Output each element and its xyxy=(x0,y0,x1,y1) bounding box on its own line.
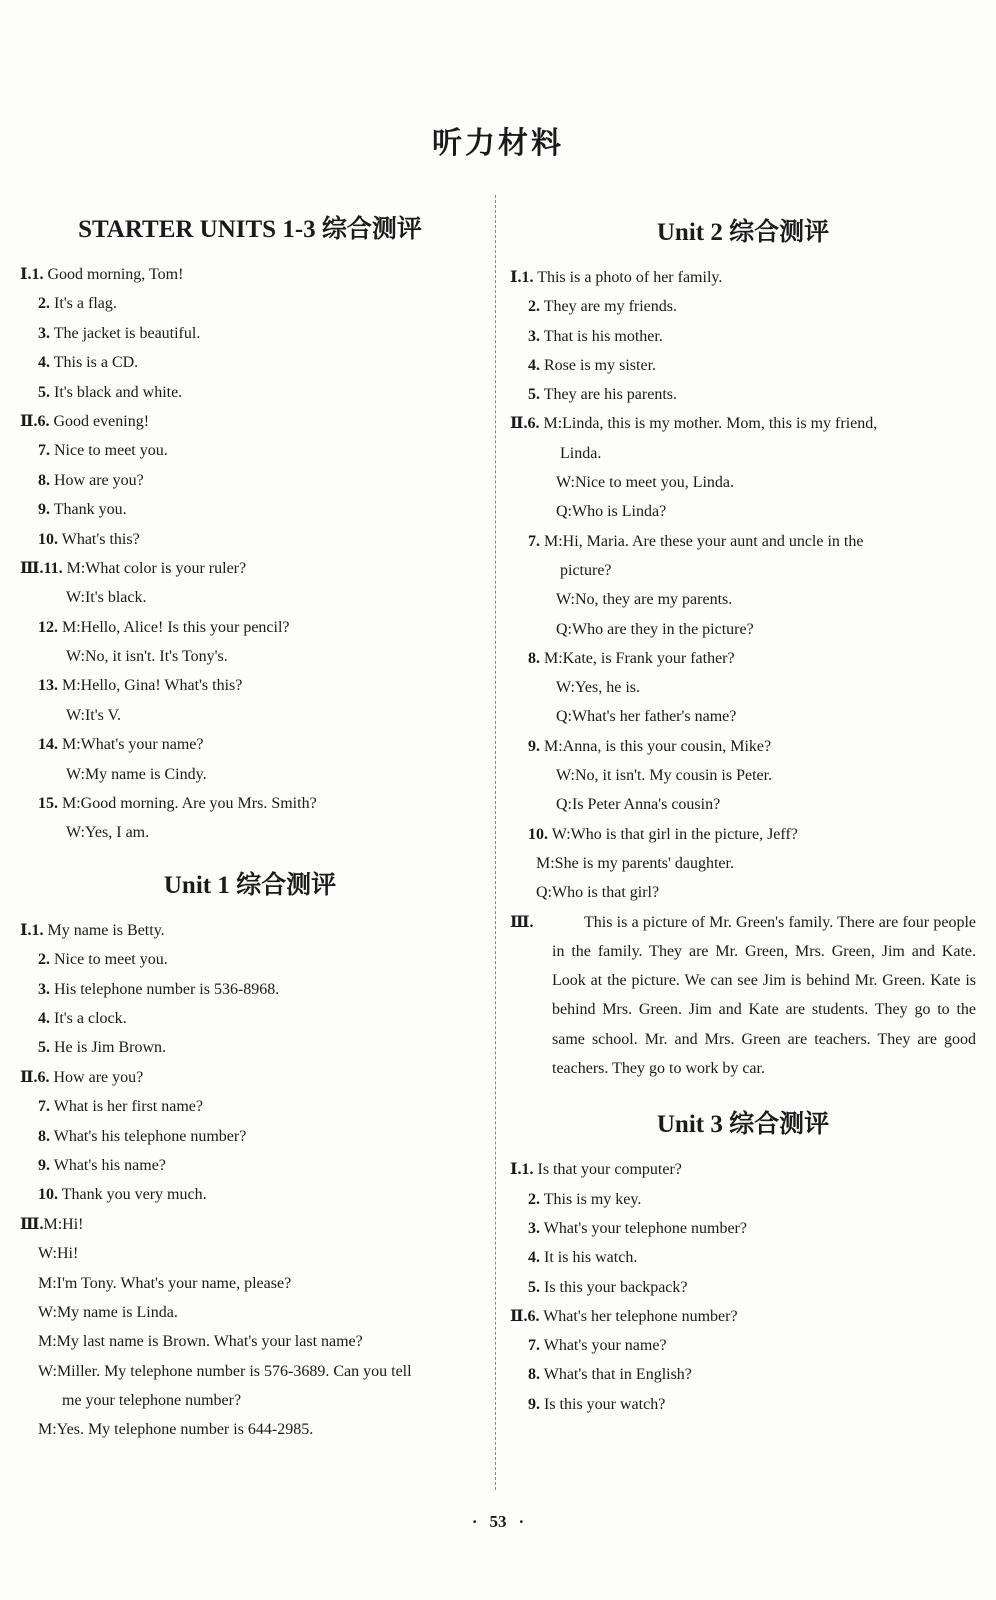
transcript-line xyxy=(20,319,480,348)
line-text: Q:Who is Linda? xyxy=(556,503,667,521)
line-text: W:Who is that girl in the picture, Jeff? xyxy=(551,825,798,843)
item-number: 8. xyxy=(38,471,50,489)
unit2-passage-block xyxy=(510,908,976,1084)
transcript-line xyxy=(20,1180,480,1209)
section-starter-lines xyxy=(20,260,480,848)
section-title-unit2: Unit 2 综合测评 xyxy=(656,219,830,246)
item-number: 8. xyxy=(38,1127,50,1145)
page-footer xyxy=(0,1512,996,1532)
item-number: 4. xyxy=(38,354,50,372)
item-number: 2. xyxy=(528,298,540,316)
item-number: 2. xyxy=(38,951,50,969)
roman-numeral: Ⅰ. xyxy=(510,269,522,286)
line-text: Q:Who is that girl? xyxy=(536,884,660,902)
item-number: 6. xyxy=(37,1068,50,1086)
line-text: Rose is my sister. xyxy=(544,356,657,374)
line-text: It's a flag. xyxy=(54,295,117,313)
transcript-line xyxy=(20,554,480,583)
transcript-line xyxy=(20,945,480,974)
line-text: W:Miller. My telephone number is 576-3689. Can you tell xyxy=(38,1362,412,1380)
item-number: 5. xyxy=(528,386,540,404)
transcript-line xyxy=(20,671,480,700)
item-number: 1. xyxy=(31,921,44,939)
line-text: This is a photo of her family. xyxy=(537,269,723,286)
line-text: My name is Betty. xyxy=(47,921,165,939)
transcript-line xyxy=(510,790,976,819)
line-text: What's his telephone number? xyxy=(53,1127,247,1145)
line-text: Q:What's her father's name? xyxy=(556,708,737,726)
transcript-line xyxy=(510,585,976,614)
line-text: His telephone number is 536-8968. xyxy=(54,980,280,998)
item-number: 3. xyxy=(528,1219,540,1237)
line-text: W:Yes, I am. xyxy=(66,824,150,842)
transcript-line xyxy=(510,1360,976,1389)
footer-dot-right: · xyxy=(518,1512,525,1531)
transcript-line xyxy=(510,409,976,438)
line-text: M:Hi, Maria. Are these your aunt and uncle in the xyxy=(544,532,864,550)
transcript-line xyxy=(20,760,480,789)
line-text: M:She is my parents' daughter. xyxy=(536,854,734,872)
transcript-line xyxy=(510,497,976,526)
line-text: Nice to meet you. xyxy=(54,951,168,969)
transcript-line xyxy=(510,380,976,409)
line-text: M:What color is your ruler? xyxy=(66,559,247,577)
line-text: M:Yes. My telephone number is 644-2985. xyxy=(38,1421,314,1439)
line-text: M:What's your name? xyxy=(62,736,204,754)
line-text: Q:Is Peter Anna's cousin? xyxy=(556,796,721,814)
line-text: It is his watch. xyxy=(544,1249,638,1267)
page-number: 53 xyxy=(489,1512,507,1531)
item-number: 6. xyxy=(527,415,540,433)
line-text: W:Yes, he is. xyxy=(556,679,641,697)
transcript-line xyxy=(510,1155,976,1184)
left-column xyxy=(20,200,480,1445)
transcript-line xyxy=(20,1269,480,1298)
transcript-line xyxy=(20,1239,480,1268)
item-number: 4. xyxy=(528,1249,540,1267)
transcript-line xyxy=(510,263,976,292)
line-text: Good evening! xyxy=(53,412,150,430)
section-title-starter: STARTER UNITS 1-3 综合测评 xyxy=(78,216,422,243)
line-text: Q:Who are they in the picture? xyxy=(556,620,754,638)
transcript-line xyxy=(510,702,976,731)
transcript-line xyxy=(510,1273,976,1302)
transcript-line xyxy=(510,1331,976,1360)
line-text: M:Hello, Alice! Is this your pencil? xyxy=(62,618,290,636)
column-divider xyxy=(495,195,496,1490)
line-text: This is my key. xyxy=(543,1190,642,1208)
item-number: 4. xyxy=(528,356,540,374)
transcript-line xyxy=(20,525,480,554)
item-number: 13. xyxy=(38,677,58,695)
line-text: W:It's V. xyxy=(66,706,122,724)
item-number: 7. xyxy=(38,1098,50,1116)
item-number: 15. xyxy=(38,795,58,813)
transcript-line xyxy=(510,1302,976,1331)
item-number: 2. xyxy=(528,1190,540,1208)
line-text: Thank you. xyxy=(53,501,127,519)
transcript-line xyxy=(20,1122,480,1151)
item-number: 3. xyxy=(38,324,50,342)
line-text: M:Anna, is this your cousin, Mike? xyxy=(544,737,772,755)
item-number: 7. xyxy=(528,532,540,550)
roman-numeral: Ⅱ. xyxy=(510,415,528,433)
line-text: They are my friends. xyxy=(543,298,677,316)
line-text: How are you? xyxy=(53,1068,144,1086)
line-text: W:No, it isn't. It's Tony's. xyxy=(66,648,228,666)
transcript-line xyxy=(20,613,480,642)
item-number: 4. xyxy=(38,1009,50,1027)
transcript-line xyxy=(20,1004,480,1033)
transcript-line xyxy=(510,849,976,878)
roman-numeral: Ⅱ. xyxy=(510,1307,528,1325)
transcript-line xyxy=(510,761,976,790)
line-text: It's a clock. xyxy=(54,1009,127,1027)
line-text: W:No, they are my parents. xyxy=(556,591,733,609)
item-number: 1. xyxy=(521,269,534,286)
transcript-line xyxy=(20,701,480,730)
transcript-line xyxy=(510,644,976,673)
line-text: Good morning, Tom! xyxy=(47,266,184,283)
transcript-line xyxy=(20,1415,480,1444)
transcript-line xyxy=(510,1390,976,1419)
line-text: What's this? xyxy=(61,530,140,548)
line-text: W:My name is Linda. xyxy=(38,1303,178,1321)
transcript-line xyxy=(510,292,976,321)
transcript-line xyxy=(510,732,976,761)
item-number: 3. xyxy=(38,980,50,998)
line-text: M:Linda, this is my mother. Mom, this is my friend, xyxy=(543,415,878,433)
transcript-line xyxy=(20,436,480,465)
line-text: This is a CD. xyxy=(53,354,139,372)
transcript-line xyxy=(20,1327,480,1356)
roman-numeral: Ⅲ. xyxy=(20,559,44,577)
transcript-line xyxy=(20,289,480,318)
line-text: picture? xyxy=(560,561,612,579)
item-number: 11. xyxy=(43,559,63,577)
transcript-line xyxy=(510,351,976,380)
transcript-line xyxy=(510,673,976,702)
line-text: M:Good morning. Are you Mrs. Smith? xyxy=(62,795,317,813)
page-title: 听力材料 xyxy=(432,127,564,160)
line-text: What's that in English? xyxy=(543,1366,692,1384)
transcript-line xyxy=(510,556,976,585)
transcript-line xyxy=(510,820,976,849)
line-text: W:It's black. xyxy=(66,589,147,607)
item-number: 10. xyxy=(528,825,548,843)
transcript-line xyxy=(20,348,480,377)
roman-numeral: Ⅰ. xyxy=(20,266,32,283)
section-title-unit3: Unit 3 综合测评 xyxy=(656,1111,830,1139)
line-text: M:I'm Tony. What's your name, please? xyxy=(38,1274,292,1292)
item-number: 8. xyxy=(528,1366,540,1384)
transcript-line xyxy=(20,1063,480,1092)
item-number: 12. xyxy=(38,618,58,636)
transcript-line xyxy=(20,583,480,612)
line-text: The jacket is beautiful. xyxy=(53,324,201,342)
item-number: 9. xyxy=(528,1395,540,1413)
line-text: What's your telephone number? xyxy=(543,1219,747,1237)
section-unit2-lines xyxy=(510,263,976,908)
line-text: They are his parents. xyxy=(543,386,677,404)
transcript-line xyxy=(20,1386,480,1415)
roman-numeral: Ⅰ. xyxy=(20,921,32,939)
transcript-line xyxy=(20,1298,480,1327)
roman-numeral: Ⅰ. xyxy=(510,1161,522,1179)
line-text: It's black and white. xyxy=(54,383,183,401)
transcript-line xyxy=(20,789,480,818)
line-text: What's your name? xyxy=(543,1337,667,1355)
transcript-line xyxy=(510,878,976,907)
transcript-line xyxy=(510,615,976,644)
line-text: What's his name? xyxy=(53,1156,166,1174)
transcript-line xyxy=(20,1092,480,1121)
line-text: What's her telephone number? xyxy=(543,1307,738,1325)
line-text: He is Jim Brown. xyxy=(54,1039,166,1057)
item-number: 5. xyxy=(38,1039,50,1057)
line-text: W:Nice to meet you, Linda. xyxy=(556,474,735,492)
roman-numeral: Ⅲ. xyxy=(20,1215,44,1233)
line-text: M:Kate, is Frank your father? xyxy=(544,649,735,667)
line-text: M:My last name is Brown. What's your last name? xyxy=(38,1333,363,1351)
item-number: 10. xyxy=(38,530,58,548)
passage-roman-numeral: Ⅲ. xyxy=(510,913,534,931)
transcript-line xyxy=(20,642,480,671)
transcript-line xyxy=(20,378,480,407)
transcript-line xyxy=(510,1214,976,1243)
roman-numeral: Ⅱ. xyxy=(20,1068,38,1086)
item-number: 9. xyxy=(38,1156,50,1174)
roman-numeral: Ⅱ. xyxy=(20,412,38,430)
line-text: Linda. xyxy=(560,444,602,462)
item-number: 10. xyxy=(38,1186,58,1204)
item-number: 7. xyxy=(38,442,50,460)
transcript-line xyxy=(20,1033,480,1062)
transcript-line xyxy=(20,495,480,524)
line-text: How are you? xyxy=(54,471,144,489)
item-number: 14. xyxy=(38,736,58,754)
transcript-line xyxy=(20,1357,480,1386)
footer-dot-left: · xyxy=(471,1512,478,1531)
line-text: Thank you very much. xyxy=(61,1186,207,1204)
section-unit1-lines xyxy=(20,916,480,1445)
item-number: 6. xyxy=(527,1307,540,1325)
unit2-passage: This is a picture of Mr. Green's family. There are four people in the family. They are Mr. Green, Mrs. Green, Jim and Kate. Look at the picture. We can see Jim is behind Mr. Green. Kate is behind Mrs. Green. Jim and Kate are students. They go to the same school. Mr. and Mrs. Green are teachers. They are good teachers. They go to work by car. xyxy=(552,913,976,1078)
line-text: Is that your computer? xyxy=(537,1161,682,1179)
line-text: Nice to meet you. xyxy=(54,442,168,460)
transcript-line xyxy=(20,1210,480,1239)
line-text: W:Hi! xyxy=(38,1245,79,1263)
item-number: 3. xyxy=(528,327,540,345)
section-title-unit1: Unit 1 综合测评 xyxy=(163,871,337,899)
item-number: 8. xyxy=(528,649,540,667)
transcript-line xyxy=(510,1185,976,1214)
transcript-line xyxy=(510,322,976,351)
right-column xyxy=(510,203,976,1419)
line-text: Is this your backpack? xyxy=(544,1278,688,1296)
line-text: me your telephone number? xyxy=(62,1392,242,1410)
transcript-line xyxy=(20,975,480,1004)
item-number: 5. xyxy=(528,1278,540,1296)
line-text: Is this your watch? xyxy=(544,1395,666,1413)
transcript-line xyxy=(20,407,480,436)
transcript-line xyxy=(20,466,480,495)
item-number: 9. xyxy=(38,501,50,519)
item-number: 1. xyxy=(31,266,44,283)
item-number: 7. xyxy=(528,1337,540,1355)
item-number: 6. xyxy=(37,412,50,430)
line-text: What is her first name? xyxy=(53,1098,203,1116)
transcript-line xyxy=(20,1151,480,1180)
transcript-line xyxy=(20,916,480,945)
transcript-line xyxy=(510,1243,976,1272)
transcript-line xyxy=(510,439,976,468)
transcript-line xyxy=(510,527,976,556)
item-number: 1. xyxy=(521,1161,534,1179)
line-text: M:Hello, Gina! What's this? xyxy=(62,677,243,695)
item-number: 2. xyxy=(38,295,50,313)
item-number: 5. xyxy=(38,383,50,401)
transcript-line xyxy=(20,730,480,759)
line-text: W:No, it isn't. My cousin is Peter. xyxy=(556,767,773,785)
line-text: That is his mother. xyxy=(543,327,663,345)
transcript-line xyxy=(20,260,480,289)
transcript-line xyxy=(20,818,480,847)
line-text: M:Hi! xyxy=(43,1215,84,1233)
transcript-line xyxy=(510,468,976,497)
item-number: 9. xyxy=(528,737,540,755)
line-text: W:My name is Cindy. xyxy=(66,765,207,783)
section-unit3-lines xyxy=(510,1155,976,1419)
